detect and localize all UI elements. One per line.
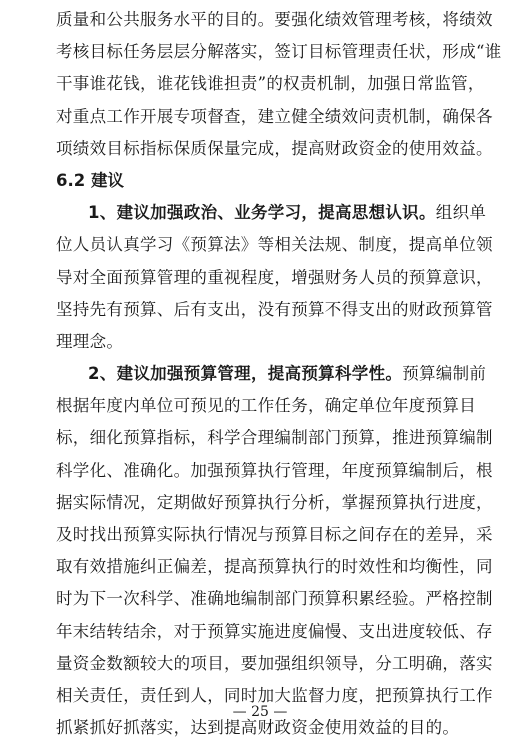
- item1-lead: 1、建议加强政治、业务学习，提高思想认识。: [88, 203, 436, 223]
- paragraph-line: 干事谁花钱，谁花钱谁担责”的权责机制，加强日常监管，: [56, 74, 485, 94]
- paragraph-line: 导对全面预算管理的重视程度，增强财务人员的预算意识，: [56, 267, 493, 287]
- item1-first-line: [56, 197, 487, 229]
- paragraph-line: 考核目标任务层层分解落实，签订目标管理责任状，形成“谁: [56, 42, 502, 62]
- item2-first-rest: 预算编制前: [402, 364, 487, 384]
- paragraph-line: 坚持先有预算、后有支出，没有预算不得支出的财政预算管: [56, 299, 493, 319]
- paragraph-line: 年末结转结余，对于预算实施进度偏慢、支出进度较低、存: [56, 621, 493, 641]
- paragraph-line: 相关责任，责任到人，同时加大监督力度，把预算执行工作: [56, 685, 493, 705]
- paragraph-line: 取有效措施纠正偏差，提高预算执行的时效性和均衡性，同: [56, 557, 493, 577]
- paragraph-line: 量资金数额较大的项目，要加强组织领导，分工明确，落实: [56, 653, 493, 673]
- paragraph-line: 位人员认真学习《预算法》等相关法规、制度，提高单位领: [56, 235, 493, 255]
- section-heading: 6.2 建议: [56, 170, 124, 190]
- paragraph-line: 抓紧抓好抓落实，达到提高财政资金使用效益的目的。: [56, 718, 460, 738]
- item2-lead: 2、建议加强预算管理，提高预算科学性。: [88, 364, 403, 384]
- paragraph-line: 据实际情况，定期做好预算执行分析，掌握预算执行进度，: [56, 492, 493, 512]
- paragraph-line: 及时找出预算实际执行情况与预算目标之间存在的差异，采: [56, 525, 493, 544]
- paragraph-line: 科学化、准确化。加强预算执行管理，年度预算编制后，根: [56, 460, 493, 480]
- document-body: [56, 4, 502, 744]
- item2-first-line: [56, 358, 487, 390]
- item1-first-rest: 组织单: [435, 203, 487, 223]
- paragraph-line: 质量和公共服务水平的目的。要强化绩效管理考核，将绩效: [56, 10, 493, 29]
- page-number: — 25 —: [232, 704, 288, 720]
- paragraph-line: 根据年度内单位可预见的工作任务，确定单位年度预算目: [56, 396, 476, 416]
- paragraph-line: 时为下一次科学、准确地编制部门预算积累经验。严格控制: [56, 589, 493, 609]
- paragraph-line: 理理念。: [56, 331, 124, 351]
- paragraph-line: 标，细化预算指标，科学合理编制部门预算，推进预算编制: [56, 428, 493, 448]
- paragraph-line: 项绩效目标指标保质保量完成，提高财政资金的使用效益。: [56, 138, 493, 158]
- paragraph-line: 对重点工作开展专项督查，建立健全绩效问责机制，确保各: [56, 106, 493, 126]
